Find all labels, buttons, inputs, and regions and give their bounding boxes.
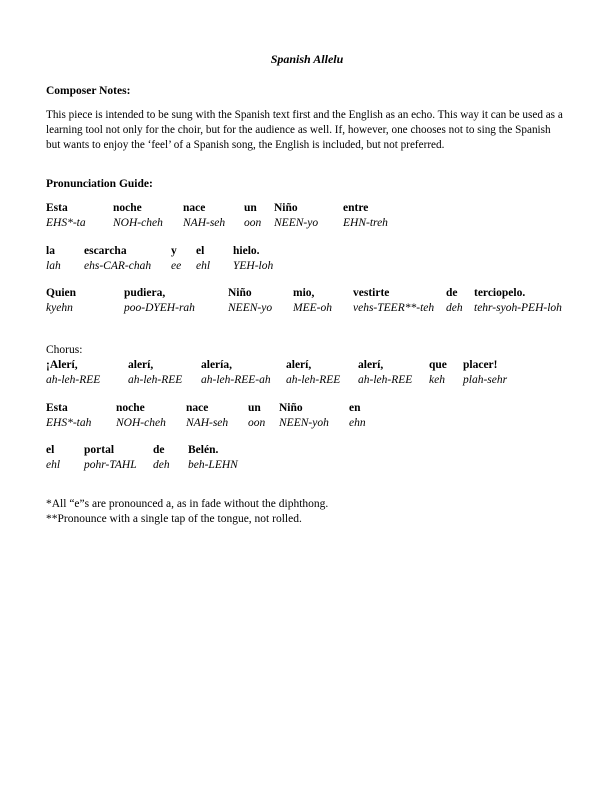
spanish-word: y xyxy=(171,245,177,257)
pronunciation-word: MEE-oh xyxy=(293,302,332,314)
pronunciation-word: poo-DYEH-rah xyxy=(124,302,195,314)
verse-3-words xyxy=(46,286,568,301)
spanish-word: ¡Alerí, xyxy=(46,359,78,371)
chorus-verse-1 xyxy=(46,358,568,388)
chorus-verse-3-pronunciation xyxy=(46,458,568,473)
chorus-verse-2-pronunciation xyxy=(46,416,568,431)
spanish-word: vestirte xyxy=(353,287,390,299)
spanish-word: alerí, xyxy=(358,359,384,371)
pronunciation-word: ehl xyxy=(46,459,61,471)
spanish-word: la xyxy=(46,245,55,257)
pronunciation-word: NOH-cheh xyxy=(116,417,166,429)
pronunciation-word: keh xyxy=(429,374,445,386)
pronunciation-word: tehr-syoh-PEH-loh xyxy=(474,302,562,314)
spanish-word: alería, xyxy=(201,359,232,371)
spanish-word: nace xyxy=(186,402,209,414)
pronunciation-word: EHS*-ta xyxy=(46,217,86,229)
spanish-word: Niño xyxy=(228,287,252,299)
spanish-word: hielo. xyxy=(233,245,260,257)
spanish-word: Quien xyxy=(46,287,77,299)
pronunciation-word: plah-sehr xyxy=(463,374,508,386)
spanish-word: de xyxy=(153,444,165,456)
verse-1-words xyxy=(46,201,568,216)
pronunciation-word: YEH-loh xyxy=(233,260,274,272)
pronunciation-word: pohr-TAHL xyxy=(84,459,137,471)
spanish-word: un xyxy=(244,202,257,214)
composer-notes-heading: Composer Notes: xyxy=(46,85,131,97)
pronunciation-word: EHS*-tah xyxy=(46,417,92,429)
spanish-word: alerí, xyxy=(286,359,312,371)
pronunciation-word: NAH-seh xyxy=(183,217,226,229)
spanish-word: en xyxy=(349,402,361,414)
footnote-1: *All “e”s are pronounced a, as in fade without the diphthong. xyxy=(46,498,329,510)
pronunciation-word: deh xyxy=(153,459,170,471)
pronunciation-word: ah-leh-REE xyxy=(286,374,341,386)
chorus-verse-3-words xyxy=(46,443,568,458)
spanish-word: noche xyxy=(116,402,145,414)
verse-2 xyxy=(46,244,568,274)
composer-notes-paragraph: This piece is intended to be sung with the Spanish text first and the English as an echo. This way it can be used as a learning tool not only for the choir, but for the audience as well. If, however, one chooses not to sing the Spanish but wants to enjoy the ‘feel’ of a Spanish song, the English is included, but not preferred. xyxy=(46,109,563,151)
spanish-word: Belén. xyxy=(188,444,219,456)
spanish-word: el xyxy=(46,444,55,456)
pronunciation-word: EHN-treh xyxy=(343,217,388,229)
pronunciation-word: ah-leh-REE xyxy=(358,374,413,386)
pronunciation-word: lah xyxy=(46,260,61,272)
chorus-label: Chorus: xyxy=(46,344,83,356)
spanish-word: un xyxy=(248,402,261,414)
pronunciation-word: NEEN-yo xyxy=(274,217,319,229)
spanish-word: alerí, xyxy=(128,359,154,371)
pronunciation-word: NOH-cheh xyxy=(113,217,163,229)
spanish-word: portal xyxy=(84,444,115,456)
spanish-word: entre xyxy=(343,202,369,214)
spanish-word: de xyxy=(446,287,458,299)
pronunciation-word: ah-leh-REE-ah xyxy=(201,374,271,386)
pronunciation-word: ee xyxy=(171,260,182,272)
footnote-2: **Pronounce with a single tap of the tongue, not rolled. xyxy=(46,513,302,525)
pronunciation-word: kyehn xyxy=(46,302,73,314)
footnotes xyxy=(46,497,568,527)
spanish-word: pudiera, xyxy=(124,287,166,299)
spanish-word: Niño xyxy=(274,202,298,214)
chorus-verse-2-words xyxy=(46,401,568,416)
spanish-word: Niño xyxy=(279,402,303,414)
pronunciation-word: ah-leh-REE xyxy=(46,374,101,386)
verse-3 xyxy=(46,286,568,316)
pronunciation-word: oon xyxy=(244,217,262,229)
chorus-verse-1-words xyxy=(46,358,568,373)
verse-1-pronunciation xyxy=(46,216,568,231)
spanish-word: mio, xyxy=(293,287,315,299)
pronunciation-word: oon xyxy=(248,417,266,429)
spanish-word: nace xyxy=(183,202,206,214)
pronunciation-word: beh-LEHN xyxy=(188,459,238,471)
pronunciation-word: NEEN-yoh xyxy=(279,417,329,429)
pronunciation-word: ehs-CAR-chah xyxy=(84,260,152,272)
pronunciation-word: vehs-TEER**-teh xyxy=(353,302,435,314)
spanish-word: placer! xyxy=(463,359,498,371)
verse-1 xyxy=(46,201,568,231)
spanish-word: que xyxy=(429,359,447,371)
spanish-word: el xyxy=(196,245,205,257)
verse-2-words xyxy=(46,244,568,259)
pronunciation-word: NAH-seh xyxy=(186,417,229,429)
chorus-verse-2 xyxy=(46,401,568,431)
page-title: Spanish Allelu xyxy=(270,52,344,66)
spanish-word: Esta xyxy=(46,402,68,414)
verse-2-pronunciation xyxy=(46,259,568,274)
spanish-word: Esta xyxy=(46,202,68,214)
pronunciation-word: NEEN-yo xyxy=(228,302,273,314)
chorus-verse-3 xyxy=(46,443,568,473)
spanish-word: escarcha xyxy=(84,245,127,257)
spanish-word: terciopelo. xyxy=(474,287,526,299)
verse-3-pronunciation xyxy=(46,301,568,316)
pronunciation-word: ehn xyxy=(349,417,366,429)
spanish-word: noche xyxy=(113,202,142,214)
pronunciation-guide-heading: Pronunciation Guide: xyxy=(46,178,153,190)
pronunciation-word: deh xyxy=(446,302,463,314)
pronunciation-word: ah-leh-REE xyxy=(128,374,183,386)
pronunciation-word: ehl xyxy=(196,260,211,272)
chorus-verse-1-pronunciation xyxy=(46,373,568,388)
